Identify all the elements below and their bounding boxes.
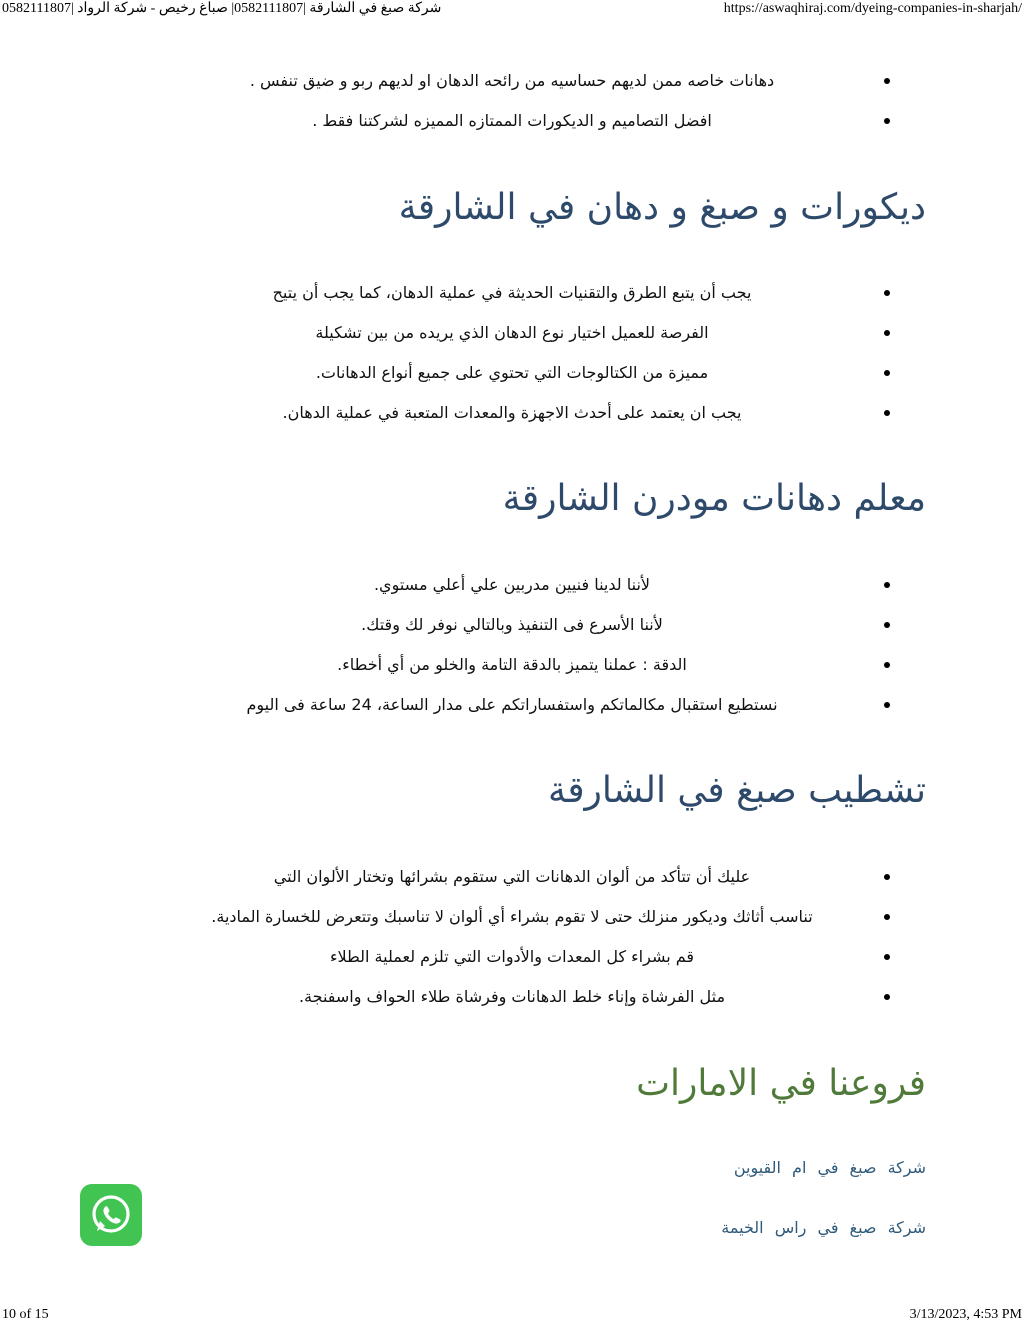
bullet-icon — [884, 370, 890, 376]
whatsapp-icon — [80, 1184, 142, 1246]
master-list — [0, 565, 1024, 725]
list-item: عليك أن تتأكد من ألوان الدهانات التي ستقوم بشرائها وتختار الألوان التي — [0, 857, 1024, 897]
bullet-icon — [884, 410, 890, 416]
decor-list — [0, 273, 1024, 433]
whatsapp-button[interactable] — [80, 1184, 142, 1246]
list-item: الفرصة للعميل اختيار نوع الدهان الذي يريده من بين تشكيلة — [0, 313, 1024, 353]
finishing-list — [0, 857, 1024, 1017]
bullet-icon — [884, 662, 890, 668]
bullet-icon — [884, 582, 890, 588]
branch-link-ras-al-khaimah[interactable]: شركة صبغ في راس الخيمة — [721, 1218, 926, 1237]
list-item: نستطيع استقبال مكالماتكم واستفساراتكم على مدار الساعة، 24 ساعة فى اليوم — [0, 685, 1024, 725]
print-header — [0, 0, 1024, 20]
features-list — [0, 61, 1024, 141]
list-item: تناسب أثاثك وديكور منزلك حتى لا تقوم بشراء أي ألوان لا تناسبك وتتعرض للخسارة المادية. — [0, 897, 1024, 937]
list-item: يجب أن يتبع الطرق والتقنيات الحديثة في عملية الدهان، كما يجب أن يتيح — [0, 273, 1024, 313]
page-count: 10 of 15 — [2, 1307, 49, 1322]
bullet-icon — [884, 702, 890, 708]
list-item: قم بشراء كل المعدات والأدوات التي تلزم لعملية الطلاء — [0, 937, 1024, 977]
list-item: الدقة : عملنا يتميز بالدقة التامة والخلو من أي أخطاء. — [0, 645, 1024, 685]
section-heading-finishing: تشطيب صبغ في الشارقة — [548, 770, 926, 811]
page-title: شركة صبغ في الشارقة |0582111807| صباغ رخيص - شركة الرواد |0582111807 — [2, 1, 442, 16]
bullet-icon — [884, 994, 890, 1000]
list-item: مميزة من الكتالوجات التي تحتوي على جميع أنواع الدهانات. — [0, 353, 1024, 393]
list-item: دهانات خاصه ممن لديهم حساسيه من رائحه الدهان او لديهم ربو و ضيق تنفس . — [0, 61, 1024, 101]
print-footer — [0, 1306, 1024, 1325]
section-heading-branches: فروعنا في الامارات — [636, 1063, 926, 1104]
bullet-icon — [884, 622, 890, 628]
section-heading-master: معلم دهانات مودرن الشارقة — [502, 478, 926, 519]
list-item: لأننا لدينا فنيين مدربين علي أعلي مستوي. — [0, 565, 1024, 605]
page-url: https://aswaqhiraj.com/dyeing-companies-in-sharjah/ — [723, 1, 1022, 16]
section-heading-decor: ديكورات و صبغ و دهان في الشارقة — [398, 187, 926, 228]
list-item: مثل الفرشاة وإناء خلط الدهانات وفرشاة طلاء الحواف واسفنجة. — [0, 977, 1024, 1017]
bullet-icon — [884, 290, 890, 296]
bullet-icon — [884, 118, 890, 124]
branch-link-umm-al-quwain[interactable]: شركة صبغ في ام القيوين — [733, 1158, 926, 1177]
list-item: يجب ان يعتمد على أحدث الاجهزة والمعدات المتعبة في عملية الدهان. — [0, 393, 1024, 433]
bullet-icon — [884, 874, 890, 880]
list-item: لأننا الأسرع فى التنفيذ وبالتالي نوفر لك وقتك. — [0, 605, 1024, 645]
bullet-icon — [884, 330, 890, 336]
list-item: افضل التصاميم و الديكورات الممتازه المميزه لشركتنا فقط . — [0, 101, 1024, 141]
bullet-icon — [884, 914, 890, 920]
print-datetime: 3/13/2023, 4:53 PM — [909, 1307, 1022, 1322]
bullet-icon — [884, 954, 890, 960]
bullet-icon — [884, 78, 890, 84]
